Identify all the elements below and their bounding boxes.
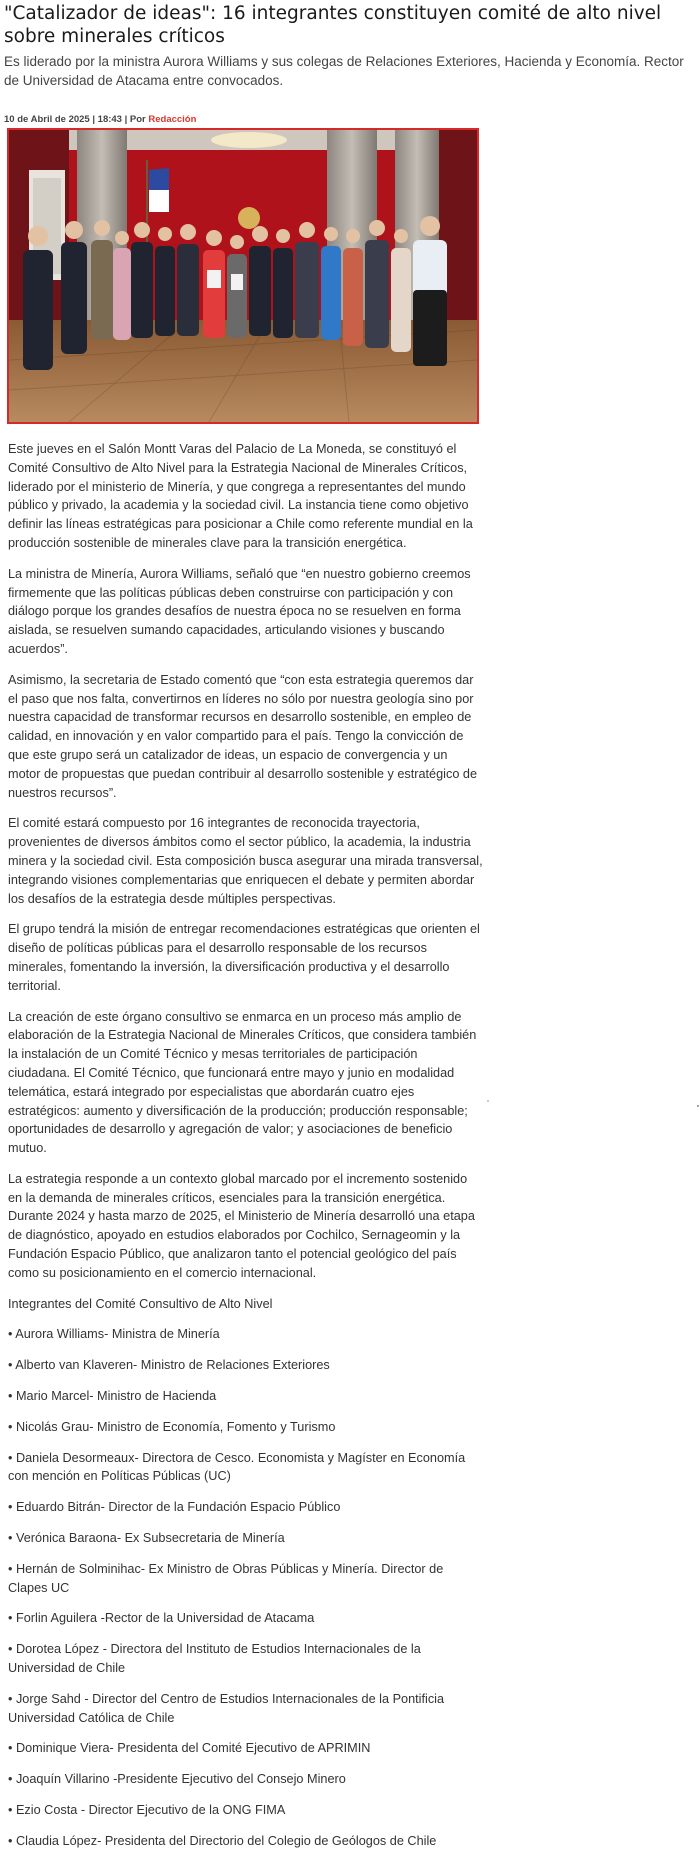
article-paragraph: El grupo tendrá la misión de entregar recomendaciones estratégicas que orienten el diseño de políticas públicas para el desarrollo responsable de los recursos minerales, fomentando la inversión, la diversificación productiva y el desarrollo territorial. — [8, 922, 480, 993]
list-item: • Alberto van Klaveren- Ministro de Relaciones Exteriores — [8, 1358, 330, 1373]
list-item: • Verónica Baraona- Ex Subsecretaria de Minería — [8, 1531, 285, 1546]
list-item: • Ezio Costa - Director Ejecutivo de la ONG FIMA — [8, 1803, 286, 1818]
list-item: • Forlin Aguilera -Rector de la Universidad de Atacama — [8, 1611, 315, 1626]
members-heading: Integrantes del Comité Consultivo de Alto Nivel — [8, 1296, 273, 1311]
list-item: • Dominique Viera- Presidenta del Comité Ejecutivo de APRIMIN — [8, 1741, 371, 1756]
list-item: • Nicolás Grau- Ministro de Economía, Fomento y Turismo — [8, 1419, 336, 1434]
members-list — [8, 1325, 483, 1850]
list-item: • Jorge Sahd - Director del Centro de Estudios Internacionales de la Pontificia Universidad Católica de Chile — [8, 1691, 445, 1725]
article-subtitle: Es liderado por la ministra Aurora Williams y sus colegas de Relaciones Exteriores, Hacienda y Economía. Rector de Universidad de Atacama entre convocados. — [4, 54, 684, 88]
article-meta — [4, 114, 700, 125]
list-item: • Aurora Williams- Ministra de Minería — [8, 1327, 220, 1342]
stray-dot — [697, 1105, 699, 1107]
author-link[interactable]: Redacción — [148, 114, 197, 125]
article-paragraph: La ministra de Minería, Aurora Williams, señaló que “en nuestro gobierno creemos firmemente que las políticas públicas deben construirse con participación y con diálogo porque los grandes desafíos de nuestra época no se resuelven en forma aislada, se resuelven sumando capacidades, articulando visiones y buscando acuerdos”. — [8, 566, 471, 656]
article-body — [8, 440, 483, 1863]
article-paragraph: Asimismo, la secretaria de Estado comentó que “con esta estrategia queremos dar el paso que nos falta, convertirnos en líderes no sólo por nuestra geología sino por nuestra capacidad de transformar recursos en desarrollo sostenible, en empleo de calidad, en innovación y en valor compartido para el país. Tengo la convicción de que este grupo será un catalizador de ideas, un espacio de convergencia y un motor de propuestas que puedan contribuir al desarrollo sostenible y estratégico de nuestros recursos”. — [8, 672, 478, 800]
article-photo — [7, 128, 479, 424]
article-title: "Catalizador de ideas": 16 integrantes constituyen comité de alto nivel sobre minerales críticos — [4, 3, 662, 47]
article-paragraph: El comité estará compuesto por 16 integrantes de reconocida trayectoria, provenientes de diversos ámbitos como el sector público, la academia, la industria minera y la sociedad civil. Esta composición busca asegurar una mirada transversal, integrando visiones complementarias que enriquecen el debate y permiten abordar los desafíos de la estrategia desde múltiples perspectivas. — [8, 816, 483, 906]
list-item: • Dorotea López - Directora del Instituto de Estudios Internacionales de la Universidad de Chile — [8, 1642, 421, 1676]
list-item: • Hernán de Solminihac- Ex Ministro de Obras Públicas y Minería. Director de Clapes UC — [8, 1561, 444, 1595]
article-paragraph: La estrategia responde a un contexto global marcado por el incremento sostenido en la demanda de minerales críticos, esenciales para la transición energética. Durante 2024 y hasta marzo de 2025, el Ministerio de Minería desarrolló una etapa de diagnóstico, apoyado en estudios elaborados por Cochilco, Sernageomin y la Fundación Espacio Público, que analizaron tanto el potencial geológico del país como su posicionamiento en el comercio internacional. — [8, 1171, 475, 1280]
article-paragraph: Este jueves en el Salón Montt Varas del Palacio de La Moneda, se constituyó el Comité Consultivo de Alto Nivel para la Estrategia Nacional de Minerales Críticos, liderado por el ministerio de Minería, y que congrega a representantes del mundo público y privado, la academia y la sociedad civil. La instancia tiene como objetivo definir las líneas estratégicas para posicionar a Chile como referente mundial en la producción sostenible de minerales clave para la transición energética. — [8, 442, 473, 550]
list-item: • Eduardo Bitrán- Director de la Fundación Espacio Público — [8, 1500, 341, 1515]
article-paragraph: La creación de este órgano consultivo se enmarca en un proceso más amplio de elaboración de la Estrategia Nacional de Minerales Críticos, que considera también la instalación de un Comité Técnico y mesas territoriales de participación ciudadana. El Comité Técnico, que funcionará entre mayo y junio en modalidad telemática, estará integrado por especialistas que abordarán cuatro ejes estratégicos: aumento y diversificación de la producción; producción responsable; oportunidades de desarrollo y agregación de valor; y asociaciones de beneficio mutuo. — [8, 1009, 477, 1156]
article-date: 10 de Abril de 2025 | 18:43 | Por — [4, 114, 146, 125]
list-item: • Mario Marcel- Ministro de Hacienda — [8, 1389, 217, 1404]
list-item: • Daniela Desormeaux- Directora de Cesco. Economista y Magíster en Economía con mención en Políticas Públicas (UC) — [8, 1450, 466, 1484]
list-item: • Claudia López- Presidenta del Directorio del Colegio de Geólogos de Chile — [8, 1833, 437, 1848]
stray-dot — [487, 1100, 489, 1102]
list-item: • Joaquín Villarino -Presidente Ejecutivo del Consejo Minero — [8, 1772, 346, 1787]
